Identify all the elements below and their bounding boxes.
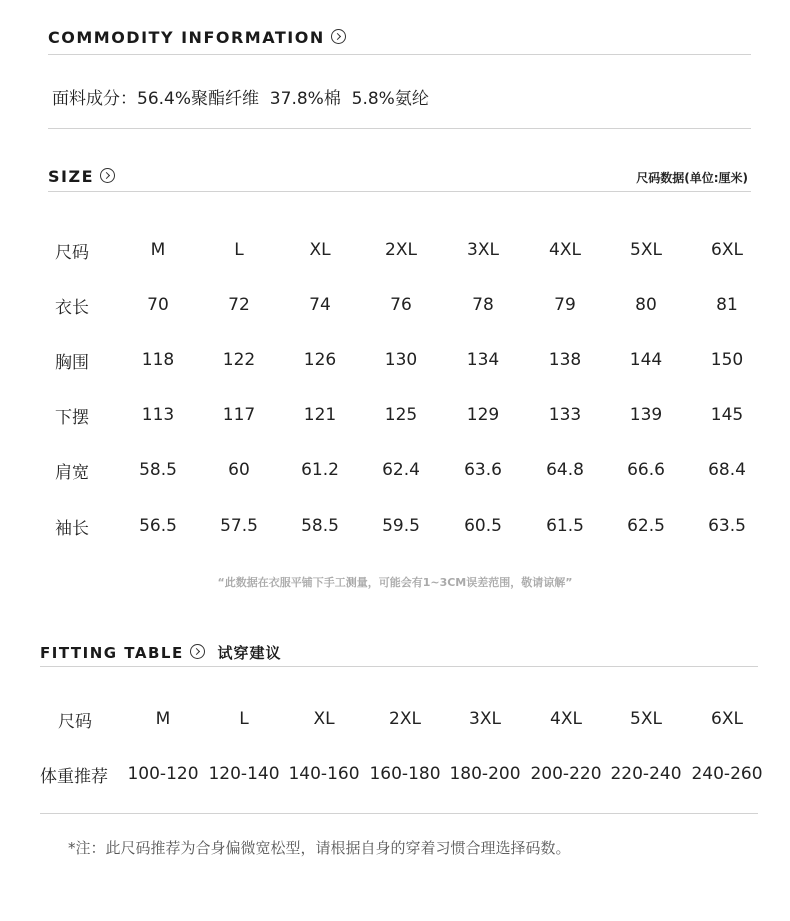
size-heading-text: SIZE [48, 167, 95, 186]
size-cell: 79 [554, 295, 576, 315]
size-cell: 4XL [549, 240, 581, 260]
fitting-row [0, 759, 790, 789]
size-row-label: 尺码 [55, 242, 89, 263]
size-row-label: 袖长 [55, 518, 89, 539]
fitting-cell: 220-240 [610, 764, 682, 784]
fitting-cell: 120-140 [208, 764, 280, 784]
divider [40, 813, 758, 814]
size-cell: 150 [710, 350, 744, 370]
size-cell: 113 [141, 405, 175, 425]
size-cell: 59.5 [382, 516, 420, 536]
size-cell: 130 [384, 350, 418, 370]
size-cell: 61.5 [546, 516, 584, 536]
fitting-cell: 160-180 [369, 764, 441, 784]
size-cell: 56.5 [139, 516, 177, 536]
size-row-label: 下摆 [55, 407, 89, 428]
size-cell: 63.5 [708, 516, 746, 536]
fitting-row [0, 704, 790, 734]
size-cell: 139 [629, 405, 663, 425]
size-row [0, 400, 790, 430]
size-cell: L [234, 240, 244, 260]
size-row [0, 235, 790, 265]
size-cell: 126 [303, 350, 337, 370]
size-cell: 117 [222, 405, 256, 425]
size-cell: 121 [303, 405, 337, 425]
size-row-label: 胸围 [55, 352, 89, 373]
size-cell: 60.5 [464, 516, 502, 536]
fitting-row-label: 体重推荐 [40, 766, 108, 787]
size-cell: 5XL [630, 240, 662, 260]
size-cell: 145 [710, 405, 744, 425]
commodity-heading-text: COMMODITY INFORMATION [48, 28, 325, 47]
size-cell: 62.5 [627, 516, 665, 536]
fitting-cell: 240-260 [691, 764, 763, 784]
size-cell: 72 [228, 295, 250, 315]
divider [40, 666, 758, 667]
fitting-row-label: 尺码 [58, 711, 92, 732]
size-row [0, 511, 790, 541]
size-cell: 80 [635, 295, 657, 315]
size-cell: 133 [548, 405, 582, 425]
size-cell: 144 [629, 350, 663, 370]
fitting-cell: L [239, 709, 249, 729]
divider [48, 54, 751, 55]
size-cell: 70 [147, 295, 169, 315]
size-cell: 66.6 [627, 460, 665, 480]
size-cell: 63.6 [464, 460, 502, 480]
fitting-cell: 3XL [469, 709, 501, 729]
commodity-heading [48, 28, 346, 47]
fitting-cell: 5XL [630, 709, 662, 729]
chevron-circle-icon [190, 644, 205, 659]
fitting-cell: 6XL [711, 709, 743, 729]
size-cell: 118 [141, 350, 175, 370]
size-cell: 81 [716, 295, 738, 315]
size-cell: 68.4 [708, 460, 746, 480]
size-cell: 129 [466, 405, 500, 425]
fitting-footnote: *注：此尺码推荐为合身偏微宽松型，请根据自身的穿着习惯合理选择码数。 [68, 839, 571, 857]
fitting-cell: 4XL [550, 709, 582, 729]
size-row-label: 肩宽 [55, 462, 89, 483]
size-cell: M [150, 240, 166, 260]
size-cell: 57.5 [220, 516, 258, 536]
size-row [0, 345, 790, 375]
measurement-note: “此数据在衣服平铺下手工测量，可能会有1~3CM误差范围，敬请谅解” [217, 576, 573, 589]
size-cell: 2XL [385, 240, 417, 260]
size-cell: 3XL [467, 240, 499, 260]
size-row-label: 衣长 [55, 297, 89, 318]
size-cell: 58.5 [139, 460, 177, 480]
fitting-cell: 100-120 [127, 764, 199, 784]
size-cell: 58.5 [301, 516, 339, 536]
fitting-cell: 140-160 [288, 764, 360, 784]
size-heading [48, 167, 115, 186]
size-cell: 138 [548, 350, 582, 370]
divider [48, 191, 751, 192]
size-cell: 125 [384, 405, 418, 425]
fitting-heading-text: FITTING TABLE [40, 644, 184, 662]
size-cell: 62.4 [382, 460, 420, 480]
fitting-heading-cn: 试穿建议 [217, 644, 282, 662]
fitting-cell: 180-200 [449, 764, 521, 784]
size-cell: 64.8 [546, 460, 584, 480]
chevron-circle-icon [100, 168, 115, 183]
size-unit-label: 尺码数据(单位:厘米) [636, 171, 748, 185]
fabric-composition: 面料成分：56.4%聚酯纤维 37.8%棉 5.8%氨纶 [52, 89, 429, 109]
size-row [0, 455, 790, 485]
fitting-cell: M [155, 709, 171, 729]
fitting-cell: 2XL [389, 709, 421, 729]
size-cell: 74 [309, 295, 331, 315]
size-cell: 60 [228, 460, 250, 480]
size-cell: 76 [390, 295, 412, 315]
size-cell: 61.2 [301, 460, 339, 480]
size-row [0, 290, 790, 320]
fitting-heading [40, 642, 281, 663]
size-cell: 134 [466, 350, 500, 370]
size-cell: 78 [472, 295, 494, 315]
size-cell: XL [309, 240, 331, 260]
size-cell: 6XL [711, 240, 743, 260]
fitting-cell: 200-220 [530, 764, 602, 784]
size-cell: 122 [222, 350, 256, 370]
fitting-cell: XL [313, 709, 335, 729]
chevron-circle-icon [331, 29, 346, 44]
divider [48, 128, 751, 129]
